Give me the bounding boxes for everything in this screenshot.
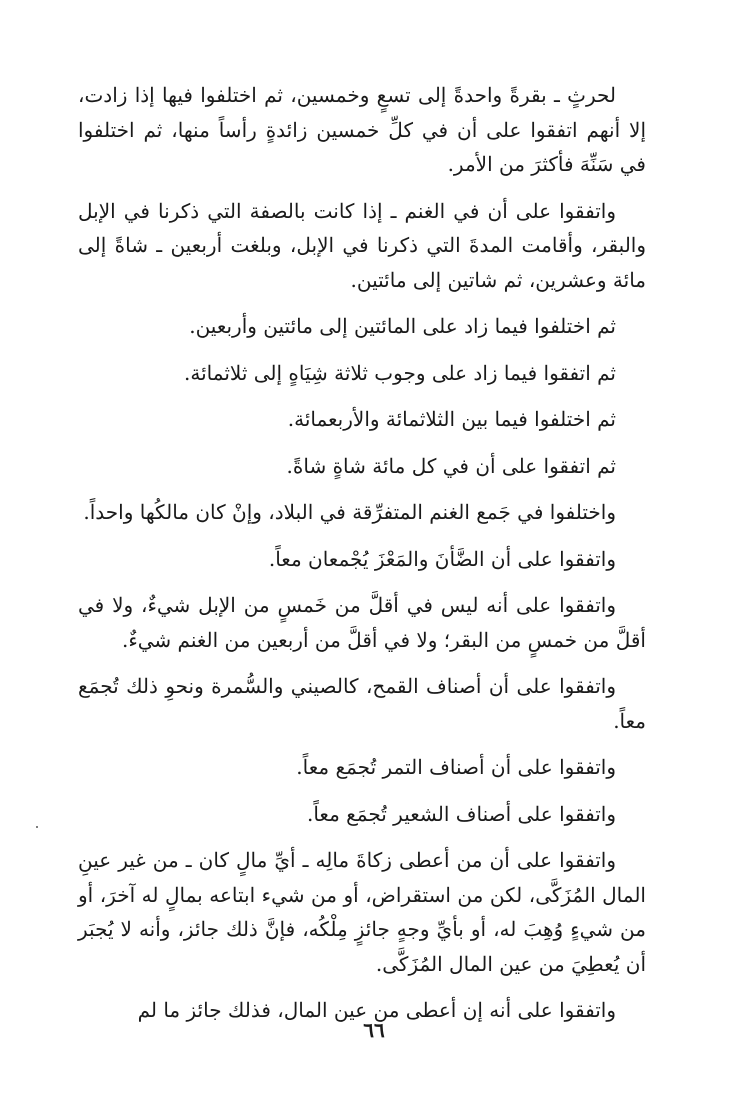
paragraph-13: واتفقوا على أن من أعطى زكاةَ مالِه ـ أيِّ مالٍ كان ـ من غير عينِ المال المُزَكَّى، لكن من استقراض، أو من شيء ابتاعه بمالٍ له آخرَ، أو من شيءٍ وُهِبَ له، أو بأيِّ وجهٍ جائزٍ مِلْكُه، فإنَّ ذلك جائز، وأنه لا يُجبَر أن يُعطِيَ من عين المال المُزَكَّى. [78,848,646,976]
paragraph-10: واتفقوا على أن أصناف القمح، كالصيني والسُّمرة ونحوِ ذلك تُجمَع معاً. [78,674,646,733]
paragraph-4: ثم اتفقوا فيما زاد على وجوب ثلاثة شِيَاهٍ إلى ثلاثمائة. [184,360,616,385]
paragraph-9: واتفقوا على أنه ليس في أقلَّ من خَمسٍ من الإبل شيءٌ، ولا في أقلَّ من خمسٍ من البقر؛ ولا في أقلَّ من أربعين من الغنم شيءٌ. [78,593,646,652]
paragraph-11: واتفقوا على أن أصناف التمر تُجمَع معاً. [296,755,616,779]
page-number: ٦٦ [363,1018,385,1042]
paragraph-7: واختلفوا في جَمع الغنم المتفرِّقة في البلاد، وإنْ كان مالكُها واحداً. [83,500,616,524]
paragraph-5: ثم اختلفوا فيما بين الثلاثمائة والأربعمائة. [287,407,616,431]
paragraph-14: واتفقوا على أنه إن أعطى من عين المال، فذلك جائز ما لم [137,998,616,1022]
margin-dot [36,826,38,828]
paragraph-3: ثم اختلفوا فيما زاد على المائتين إلى مائتين وأربعين. [189,314,616,338]
paragraph-6: ثم اتفقوا على أن في كل مائة شاةٍ شاةً. [286,453,616,478]
paragraph-8: واتفقوا على أن الضَّأنَ والمَعْزَ يُجْمعان معاً. [268,546,616,571]
paragraph-12: واتفقوا على أصناف الشعير تُجمَع معاً. [306,801,616,826]
paragraph-1: لحرثٍ ـ بقرةً واحدةً إلى تسعٍ وخمسين، ثم اختلفوا فيها إذا زادت، إلا أنهم اتفقوا على أن في كلِّ خمسين زائدةٍ رأساً منها، ثم اختلفوا في سَنِّهَ فأكثرَ من الأمر. [78,83,646,176]
paragraph-2: واتفقوا على أن في الغنم ـ إذا كانت بالصفة التي ذكرنا في الإبل والبقر، وأقامت المدةَ التي ذكرنا في الإبل، وبلغت أربعين ـ شاةً إلى مائة وعشرين، ثم شاتين إلى مائتين. [78,198,646,292]
page-text [78,78,646,1040]
